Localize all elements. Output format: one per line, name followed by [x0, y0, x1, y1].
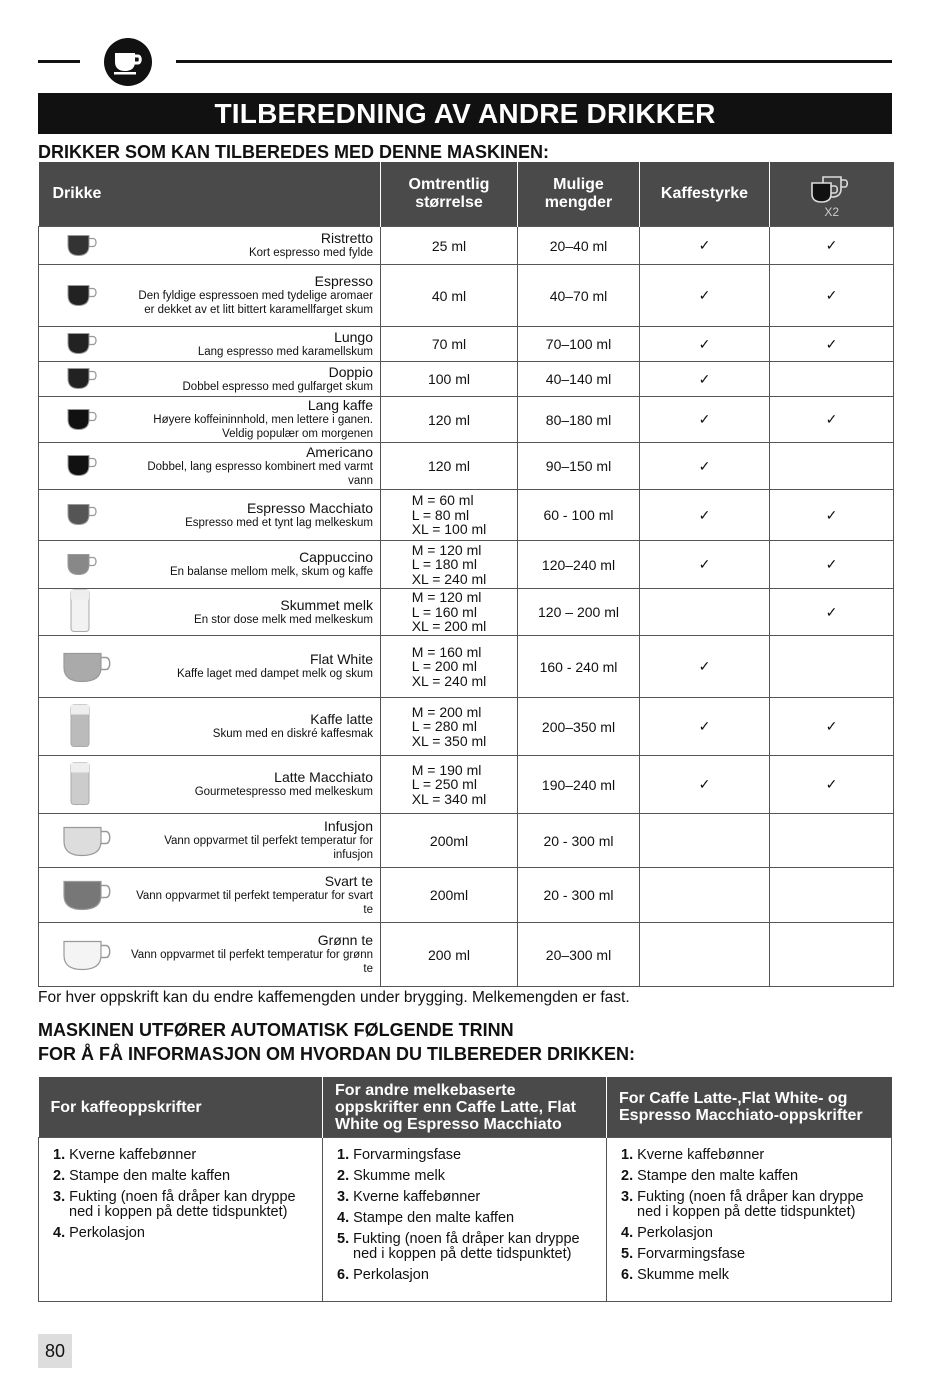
strength-cell	[640, 327, 770, 362]
steps-column-2	[323, 1138, 607, 1302]
strength-check: ✓	[698, 556, 711, 572]
drink-cell	[39, 443, 381, 490]
steps-column-3	[607, 1138, 892, 1302]
amount-cell	[518, 756, 640, 814]
strength-cell	[640, 868, 770, 923]
size-cell	[381, 698, 518, 756]
drink-description: Kaffe laget med dampet melk og skum	[176, 668, 373, 680]
table-row	[39, 327, 894, 362]
amount-cell	[518, 541, 640, 589]
americano-cup-icon	[61, 451, 101, 482]
amount-cell	[518, 443, 640, 490]
drink-name: Espresso	[314, 273, 373, 289]
table-row	[39, 397, 894, 443]
double-cell	[770, 362, 894, 397]
amount-cell	[518, 923, 640, 987]
size-cell	[381, 589, 518, 636]
double-check: ✓	[825, 506, 838, 523]
drink-cell	[39, 362, 381, 397]
green-tea-cup-icon	[61, 935, 113, 974]
double-check: ✓	[825, 556, 838, 572]
amount-cell	[518, 327, 640, 362]
header-rule-right	[176, 60, 892, 63]
size-value: 200ml	[429, 832, 469, 849]
page-number: 80	[38, 1334, 72, 1368]
table-row	[39, 589, 894, 636]
table-row	[39, 541, 894, 589]
size-value: 120 ml	[427, 411, 471, 428]
size-value: 100 ml	[427, 371, 471, 387]
drink-name: Americano	[306, 443, 373, 460]
double-check: ✓	[825, 335, 838, 352]
amount-cell	[518, 490, 640, 541]
strength-check: ✓	[698, 237, 711, 253]
drink-cell	[39, 397, 381, 443]
drink-cell	[39, 698, 381, 756]
strength-check: ✓	[698, 287, 711, 303]
strength-check: ✓	[698, 506, 711, 523]
size-cell	[381, 923, 518, 987]
strength-cell	[640, 490, 770, 541]
strength-cell	[640, 923, 770, 987]
drink-description: Gourmetespresso med melkeskum	[194, 786, 373, 798]
header-size: Omtrentlig størrelse	[381, 162, 518, 227]
long-coffee-cup-icon	[61, 404, 101, 435]
drink-description: Vann oppvarmet til perfekt temperatur for infusjon	[164, 835, 373, 861]
drink-description: Kort espresso med fylde	[248, 247, 373, 259]
table-row	[39, 868, 894, 923]
amount-cell	[518, 227, 640, 265]
drinks-table	[38, 162, 894, 987]
drink-cell	[39, 814, 381, 868]
lungo-cup-icon	[61, 329, 101, 360]
doppio-cup-icon	[61, 364, 101, 395]
amount-value: 160 - 240 ml	[539, 658, 618, 675]
size-value: M = 190 ml L = 250 ml XL = 340 ml	[411, 761, 487, 807]
drink-name: Lang kaffe	[307, 397, 373, 413]
size-cell	[381, 327, 518, 362]
step-item: 1. Forvarmingsfase	[337, 1147, 462, 1163]
step-item: 6. Perkolasjon	[337, 1267, 429, 1283]
strength-cell	[640, 756, 770, 814]
size-cell	[381, 227, 518, 265]
strength-check: ✓	[698, 411, 711, 427]
size-value: M = 60 ml L = 80 ml XL = 100 ml	[411, 492, 487, 537]
size-cell	[381, 490, 518, 541]
double-cell	[770, 490, 894, 541]
step-item: 4. Stampe den malte kaffen	[337, 1210, 515, 1226]
amount-cell	[518, 589, 640, 636]
steps-header-1: For kaffeoppskrifter	[39, 1077, 323, 1138]
strength-cell	[640, 227, 770, 265]
drink-name: Espresso Macchiato	[246, 499, 373, 516]
amount-value: 20–40 ml	[549, 237, 608, 254]
size-cell	[381, 756, 518, 814]
amount-cell	[518, 814, 640, 868]
drink-cell	[39, 541, 381, 589]
drink-name: Ristretto	[320, 230, 373, 246]
step-item: 2. Stampe den malte kaffen	[53, 1168, 231, 1184]
amount-cell	[518, 636, 640, 698]
size-cell	[381, 636, 518, 698]
section-heading: DRIKKER SOM KAN TILBEREDES MED DENNE MASKINEN:	[38, 142, 550, 162]
drink-name: Cappuccino	[299, 549, 373, 565]
double-cell	[770, 923, 894, 987]
drink-name: Svart te	[324, 872, 373, 889]
table-row	[39, 923, 894, 987]
amount-value: 70–100 ml	[545, 336, 612, 352]
step-item: 1. Kverne kaffebønner	[621, 1147, 765, 1163]
drink-description: Skum med en diskré kaffesmak	[212, 728, 373, 740]
double-cell	[770, 698, 894, 756]
strength-cell	[640, 443, 770, 490]
size-value: 25 ml	[431, 237, 467, 254]
strength-cell	[640, 589, 770, 636]
drink-cell	[39, 868, 381, 923]
drink-name: Grønn te	[317, 932, 373, 948]
table-row	[39, 636, 894, 698]
size-cell	[381, 397, 518, 443]
amount-value: 120–240 ml	[541, 556, 616, 573]
size-value: 40 ml	[431, 287, 467, 304]
macchiato-cup-icon	[61, 500, 101, 531]
amount-value: 60 - 100 ml	[543, 507, 614, 523]
steps-header-2: For andre melkebaserte oppskrifter enn Caffe Latte, Flat White og Espresso Macchiato	[323, 1077, 607, 1138]
drink-cell	[39, 923, 381, 987]
step-item: 6. Skumme melk	[621, 1267, 729, 1283]
drink-cell	[39, 490, 381, 541]
double-cell	[770, 265, 894, 327]
size-value: 200 ml	[427, 946, 471, 963]
strength-check: ✓	[698, 335, 711, 352]
step-item: 3. Fukting (noen få dråper kan dryppe ned i koppen på dette tidspunktet)	[53, 1189, 296, 1220]
size-value: M = 120 ml L = 180 ml XL = 240 ml	[411, 541, 487, 587]
milk-glass-icon	[61, 588, 101, 637]
amount-value: 120 – 200 ml	[538, 604, 619, 620]
double-check: ✓	[825, 603, 838, 620]
size-cell	[381, 868, 518, 923]
step-item: 4. Perkolasjon	[621, 1225, 713, 1241]
latte-macchiato-glass-icon	[61, 760, 101, 809]
drink-name: Kaffe latte	[310, 711, 373, 727]
drink-description: Høyere koffeininnhold, men lettere i ganen. Veldig populær om morgenen	[153, 414, 373, 440]
double-cell	[770, 756, 894, 814]
size-value: 200ml	[429, 887, 469, 903]
steps-heading-line1: MASKINEN UTFØRER AUTOMATISK FØLGENDE TRINN	[38, 1020, 514, 1040]
double-check: ✓	[825, 287, 838, 303]
amount-value: 190–240 ml	[541, 776, 616, 793]
amount-value: 200–350 ml	[541, 718, 616, 735]
step-item: 2. Stampe den malte kaffen	[621, 1168, 799, 1184]
steps-column-1	[39, 1138, 323, 1302]
step-item: 3. Fukting (noen få dråper kan dryppe ned i koppen på dette tidspunktet)	[621, 1189, 864, 1220]
step-item: 3. Kverne kaffebønner	[337, 1189, 481, 1205]
size-cell	[381, 265, 518, 327]
strength-check: ✓	[698, 776, 711, 792]
double-check: ✓	[825, 237, 838, 253]
drink-description: Vann oppvarmet til perfekt temperatur for svart te	[136, 889, 373, 916]
amount-cell	[518, 362, 640, 397]
step-item: 5. Fukting (noen få dråper kan dryppe ned i koppen på dette tidspunktet)	[337, 1231, 580, 1262]
drink-name: Skummet melk	[280, 596, 373, 613]
size-value: 120 ml	[427, 458, 471, 474]
double-cell	[770, 397, 894, 443]
double-check: ✓	[825, 411, 838, 427]
double-label: X2	[824, 205, 840, 219]
amount-value: 40–70 ml	[549, 287, 608, 304]
amount-value: 20–300 ml	[545, 946, 612, 963]
double-check: ✓	[825, 776, 838, 792]
strength-cell	[640, 362, 770, 397]
drink-name: Lungo	[334, 328, 373, 345]
size-cell	[381, 541, 518, 589]
strength-check: ✓	[698, 658, 711, 674]
drink-description: Dobbel espresso med gulfarget skum	[182, 380, 373, 393]
header-double	[770, 162, 894, 227]
espresso-cup-icon	[61, 280, 101, 311]
size-cell	[381, 814, 518, 868]
amount-cell	[518, 397, 640, 443]
coffee-cup-icon	[104, 38, 152, 86]
size-value: M = 200 ml L = 280 ml XL = 350 ml	[411, 703, 487, 749]
amount-value: 40–140 ml	[545, 371, 612, 387]
strength-cell	[640, 397, 770, 443]
table-row	[39, 756, 894, 814]
drink-description: Espresso med et tynt lag melkeskum	[185, 516, 373, 529]
double-cell	[770, 327, 894, 362]
double-cell	[770, 589, 894, 636]
drink-cell	[39, 756, 381, 814]
step-item: 1. Kverne kaffebønner	[53, 1147, 197, 1163]
strength-check: ✓	[698, 457, 711, 474]
drink-name: Doppio	[328, 363, 373, 380]
drink-description: En balanse mellom melk, skum og kaffe	[169, 566, 373, 578]
page-title: TILBEREDNING AV ANDRE DRIKKER	[38, 93, 892, 134]
drink-description: Dobbel, lang espresso kombinert med varmt vann	[147, 460, 373, 487]
size-cell	[381, 443, 518, 490]
flat-white-cup-icon	[61, 647, 113, 686]
amount-cell	[518, 265, 640, 327]
step-item: 5. Forvarmingsfase	[621, 1246, 746, 1262]
strength-cell	[640, 698, 770, 756]
drink-cell	[39, 327, 381, 362]
double-cell	[770, 814, 894, 868]
header-strength: Kaffestyrke	[640, 162, 770, 227]
drink-name: Infusjon	[323, 818, 373, 834]
drink-name: Latte Macchiato	[274, 769, 373, 785]
header-rule-left	[38, 60, 80, 63]
drink-cell	[39, 227, 381, 265]
drink-name: Flat White	[309, 651, 373, 667]
steps-header-3: For Caffe Latte-,Flat White- og Espresso Macchiato-oppskrifter	[607, 1077, 892, 1138]
amount-value: 80–180 ml	[545, 411, 612, 428]
amount-value: 20 - 300 ml	[543, 832, 614, 849]
ristretto-cup-icon	[61, 230, 101, 261]
latte-glass-icon	[61, 702, 101, 751]
double-cell	[770, 868, 894, 923]
size-value: 70 ml	[431, 336, 467, 352]
drink-description: En stor dose melk med melkeskum	[194, 613, 373, 626]
strength-cell	[640, 265, 770, 327]
strength-check: ✓	[698, 718, 711, 734]
strength-cell	[640, 541, 770, 589]
drink-description: Vann oppvarmet til perfekt temperatur for grønn te	[130, 949, 373, 975]
size-value: M = 120 ml L = 160 ml XL = 200 ml	[411, 589, 487, 634]
drink-cell	[39, 265, 381, 327]
double-cell	[770, 227, 894, 265]
steps-heading-line2: FOR Å FÅ INFORMASJON OM HVORDAN DU TILBEREDER DRIKKEN:	[38, 1044, 635, 1064]
strength-cell	[640, 814, 770, 868]
amount-cell	[518, 698, 640, 756]
table-row	[39, 362, 894, 397]
size-cell	[381, 362, 518, 397]
double-cell	[770, 443, 894, 490]
steps-table	[38, 1077, 892, 1302]
double-cup-icon	[809, 175, 855, 203]
black-tea-cup-icon	[61, 876, 113, 915]
table-row	[39, 227, 894, 265]
table-row	[39, 698, 894, 756]
infusion-cup-icon	[61, 821, 113, 860]
drink-description: Den fyldige espressoen med tydelige aromaer er dekket av et litt bittert karamellfarget skum	[138, 290, 373, 316]
header-amounts: Mulige mengder	[518, 162, 640, 227]
drink-cell	[39, 589, 381, 636]
step-item: 2. Skumme melk	[337, 1168, 445, 1184]
cappuccino-cup-icon	[61, 549, 101, 580]
amount-cell	[518, 868, 640, 923]
double-check: ✓	[825, 718, 838, 734]
table-row	[39, 814, 894, 868]
double-cell	[770, 636, 894, 698]
strength-check: ✓	[698, 370, 711, 387]
step-item: 4. Perkolasjon	[53, 1225, 145, 1241]
strength-cell	[640, 636, 770, 698]
table-row	[39, 490, 894, 541]
table-row	[39, 443, 894, 490]
double-cell	[770, 541, 894, 589]
size-value: M = 160 ml L = 200 ml XL = 240 ml	[411, 643, 487, 689]
drink-cell	[39, 636, 381, 698]
amount-value: 20 - 300 ml	[543, 887, 614, 903]
header-drink: Drikke	[39, 162, 381, 227]
amount-value: 90–150 ml	[545, 458, 612, 474]
note-text: For hver oppskrift kan du endre kaffemengden under brygging. Melkemengden er fast.	[38, 989, 630, 1006]
table-row	[39, 265, 894, 327]
drink-description: Lang espresso med karamellskum	[197, 345, 373, 358]
